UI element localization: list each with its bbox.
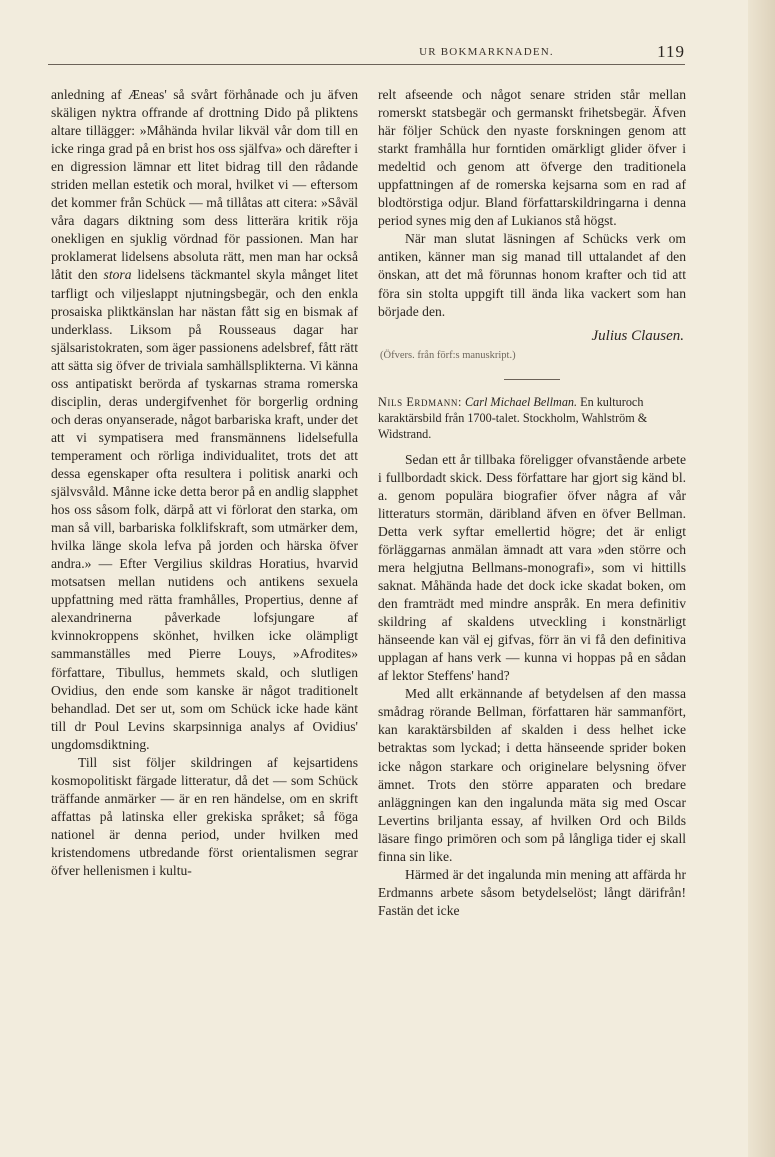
right-continuation: relt afseende och något senare striden står mellan romerskt statsbegär och germanskt frihetsbegär. Äfven här följer Schück den nyaste forskningen genom att starkt framhålla hur forntiden omärkligt glider öfver i medeltid och genom att öfverge den traditionela uppfattningen af de romerska kejsarna som en rad af blodtörstiga odjur. Bland författarskildringarna i denna period synes mig den af Lukianos stå högst. [378, 87, 686, 229]
left-paragraph-2: Till sist följer skildringen af kejsartidens kosmopolitiskt färgade litteratur, då det — som Schück träffande anmärker — är en ren händelse, om en skrift affattas på latinska eller grekiska språket; så föga nationel är denna period, under hvilken med kristendomens utbredande först orientalismen segrar öfver hellenismen i kultu- [51, 754, 358, 879]
review-header [378, 394, 686, 442]
review-paragraph-3: Härmed är det ingalunda min mening att affärda hr Erdmanns arbete såsom betydelselöst; långt därifrån! Fastän det icke [378, 866, 686, 918]
signature: Julius Clausen. [591, 327, 684, 344]
page-edge [748, 0, 775, 1157]
review-book-title: Carl Michael Bellman. [465, 394, 578, 409]
review-paragraph-1: Sedan ett år tillbaka föreligger ofvanstående arbete i fullbordadt skick. Dess författare har gjort sig känd bl. a. genom populära biografier öfver några af vår litteraturs stormän, däribland äfven en öfver Bellman. Detta verk syftar emellertid högre; det är enligt förläggarnas anmälan ämnadt att vara »den större och mera helgjutna Bellmans-monografi», som vi hittills saknat. Måhända hade det dock icke skadat boken, om den framträdt med mindre anspråk. En mera definitiv skildring af skaldens utveckling i konstnärligt hänseende kan väl ej gifvas, förr än vi få den definitiva upplagan af hans verk — kunna vi hoppas på en sådan af lektor Steffens' hand? [378, 451, 686, 684]
running-title: UR BOKMARKNADEN. [419, 46, 554, 58]
review-details: En kulturoch karaktärsbild från 1700-talet. Stockholm, Wahlström & Widstrand. [378, 394, 648, 441]
source-note: (Öfvers. från förf:s manuskript.) [380, 349, 516, 361]
right-column [378, 86, 686, 920]
emphasis-stora: stora [103, 267, 132, 283]
right-closing-paragraph: När man slutat läsningen af Schücks verk om antiken, känner man sig manad till uttalandet af den önskan, att det må förunnas honom krafter och tid att föra sin stolta uppgift till ända lika vackert som han började den. [378, 231, 686, 319]
running-head [48, 42, 685, 65]
review-author: Nils Erdmann: [378, 394, 462, 409]
page-number: 119 [657, 42, 685, 61]
left-column [51, 86, 358, 880]
left-paragraph-1-part-a: anledning af Æneas' så svårt förhånade och ju äfven skäligen nyktra offrande af drottning Dido på pliktens altare tillägger: »Måhända hvilar likväl vår dom till en icke ringa grad på en brist hos oss själfva» och därefter i en digression lämnar ett litet bidrag till den rådande striden mellan estetik och moral, hvilket vi — eftersom det kommer från Schück — må tillåtas att citera: »Såväl våra dagars diktning som dess litterära kritik röja onekligen en sjuklig vördnad för passionen. Man har proklamerat lidelsens absoluta rätt, men man har också låtit den [51, 87, 358, 283]
left-paragraph-1 [51, 86, 358, 754]
section-divider [504, 379, 560, 380]
review-paragraph-2: Med allt erkännande af betydelsen af den massa smådrag rörande Bellman, författaren här sammanfört, kan karaktärsbilden af skalden i dess helhet icke betraktas som lyckad; i detta hänseende sprider boken icke någon starkare och originelare belysning öfver ämnet. Trots den större apparaten och bredare anläggningen kan den ingalunda mäta sig med Oscar Levertins briljanta essay, af hvilken Ord och Bilds läsare fingo primören och som på långliga tider ej skall finna sin like. [378, 686, 686, 864]
left-paragraph-1-part-b: lidelsens täckmantel skyla månget litet tarfligt och viljeslappt njutningsbegär, och den enkla prosaiska pliktkänslan har nästan fått sig en bismak af underklass. Liksom på Rousseaus dagar har själsaristokraten, som äger passionens adelsbref, fått rätt att sätta sig öfver de triviala samhällsplikterna. Vi känna oss antipatiskt berörda af tyskarnas strama romerska disciplin, deras undergifvenhet för borgerlig ordning och deras onyanserade, något barbariska kraft, under det att vi sympatisera med fransmännens lidelsefulla temperament och rörliga individualitet, trots det att dessa egenskaper ofta resultera i politisk anarki och självsvåld. Månne icke detta beror på en andlig slapphet hos oss såsom folk, därpå att vi förlorat den starka, om man så vill, barbariska folklifskraft, som utmärker dem, hvilka länge skola lefva på jorden och härska öfver andra.» — Efter Vergilius skildras Horatius, hvarvid motsatsen mellan nutidens och antikens sexuela uppfattning med rätta framhålles, Propertius, denne af alexandrinerna påverkade lofsjungare af kvinnokroppens skönhet, hvilken icke olämpligt sammanställes med Pierre Louys, »Afrodites» författare, Tibullus, hemmets skald, och slutligen Ovidius, den ende som kanske är något traditionelt behandlad. Det ser ut, som om Schück icke hade känt till dr Poul Levins skarpsinniga analys af Ovidius' ungdomsdiktning. [51, 267, 358, 752]
